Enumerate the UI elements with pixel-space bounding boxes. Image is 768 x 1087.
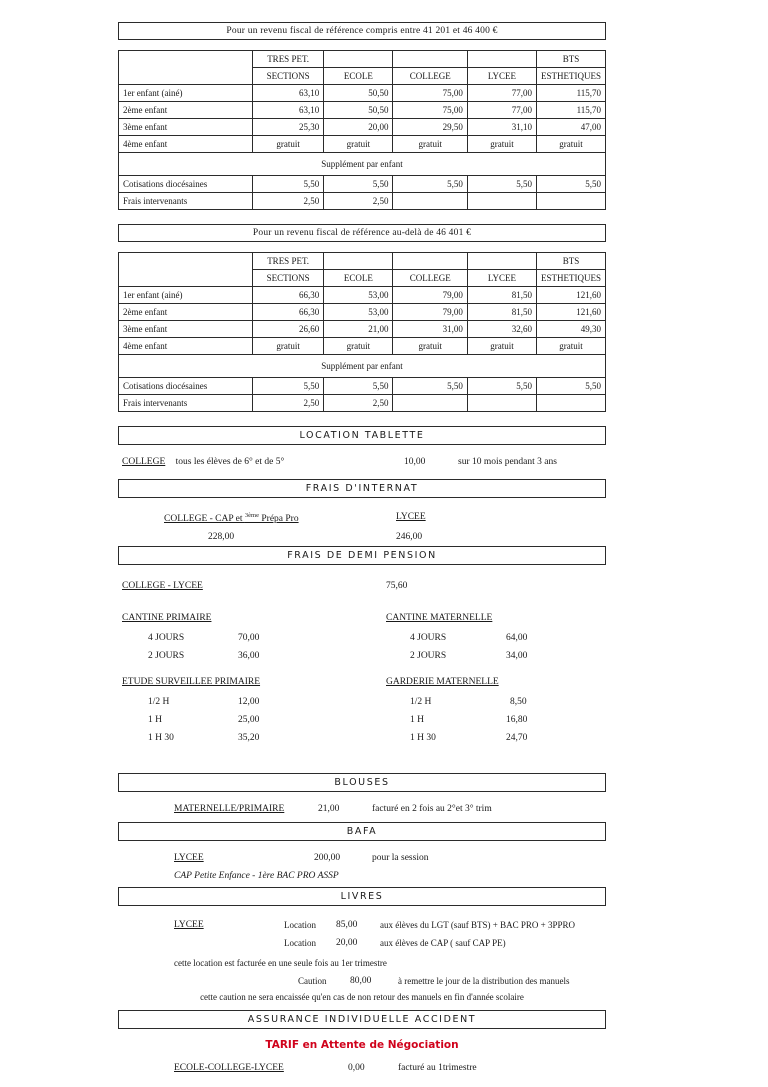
cell-value: 81,50 <box>467 304 536 321</box>
col-header-lycee-l1 <box>467 253 536 270</box>
cell-value: 32,60 <box>467 321 536 338</box>
col-header-college-l1 <box>393 51 467 68</box>
blouses-label: MATERNELLE/PRIMAIRE <box>174 804 285 814</box>
col-header-college-l2: COLLEGE <box>393 68 467 85</box>
col-header-lycee-l1 <box>467 51 536 68</box>
group-item-label: 2 JOURS <box>148 651 185 661</box>
cell-value: 2,50 <box>324 193 393 210</box>
demi-pension-main-label: COLLEGE - LYCEE <box>122 581 203 591</box>
cell-value: 31,00 <box>393 321 467 338</box>
bafa-value: 200,00 <box>314 853 341 863</box>
internat-right-value: 246,00 <box>396 532 423 542</box>
table-row <box>119 193 606 210</box>
table-header-row-1 <box>119 51 606 68</box>
group-title-cantine-primaire: CANTINE PRIMAIRE <box>122 613 212 623</box>
col-header-tps-l1: TRES PET. <box>252 253 323 270</box>
cell-value: 5,50 <box>467 378 536 395</box>
tablette-desc: tous les élèves de 6° et de 5° <box>175 457 285 467</box>
livres-bottom-note: cette caution ne sera encaissée qu'en cas de non retour des manuels en fin d'année scolaire <box>200 992 524 1002</box>
group-item-value: 64,00 <box>506 633 528 643</box>
supplement-label: Supplément par enfant <box>119 355 606 378</box>
cell-value: 121,60 <box>537 287 606 304</box>
livres-mid-note: cette location est facturée en une seule fois au 1er trimestre <box>174 958 387 968</box>
demi-pension-main-value: 75,60 <box>386 581 408 591</box>
cell-value: 79,00 <box>393 287 467 304</box>
cell-value: 49,30 <box>537 321 606 338</box>
group-item-value: 12,00 <box>238 697 260 707</box>
cell-value: 5,50 <box>537 176 606 193</box>
col-header-tps-l2: SECTIONS <box>252 270 323 287</box>
banner-bafa: BAFA <box>118 822 606 841</box>
cell-value <box>393 395 467 412</box>
cell-value: 77,00 <box>467 85 536 102</box>
cell-value: 66,30 <box>252 287 323 304</box>
col-header-bts-l1: BTS <box>537 51 606 68</box>
cell-value: 20,00 <box>324 119 393 136</box>
banner-livres: LIVRES <box>118 887 606 906</box>
col-header-bts-l2: ESTHETIQUES <box>537 270 606 287</box>
cell-value: 5,50 <box>324 176 393 193</box>
cell-value: gratuit <box>252 136 323 153</box>
cell-value: gratuit <box>537 338 606 355</box>
supplement-label: Supplément par enfant <box>119 153 606 176</box>
table-row <box>119 119 606 136</box>
group-item-label: 1/2 H <box>410 697 432 707</box>
col-header-college-l2: COLLEGE <box>393 270 467 287</box>
cell-value: gratuit <box>467 136 536 153</box>
cell-value: 5,50 <box>324 378 393 395</box>
cell-value: gratuit <box>537 136 606 153</box>
assurance-label: ECOLE-COLLEGE-LYCEE <box>174 1063 284 1073</box>
table-row <box>119 102 606 119</box>
cell-value: 50,50 <box>324 85 393 102</box>
livres-caution-note: à remettre le jour de la distribution des manuels <box>398 976 570 986</box>
group-item-value: 70,00 <box>238 633 260 643</box>
cell-value: 50,50 <box>324 102 393 119</box>
cell-value <box>467 193 536 210</box>
document-content <box>118 22 606 1085</box>
livres-line-kind: Location <box>284 920 316 930</box>
cell-value: 77,00 <box>467 102 536 119</box>
livres-line-note: aux élèves du LGT (sauf BTS) + BAC PRO + 3PPRO <box>380 920 575 930</box>
group-item-value: 24,70 <box>506 733 528 743</box>
banner-frais-internat: FRAIS D'INTERNAT <box>118 479 606 498</box>
cell-value: 26,60 <box>252 321 323 338</box>
livres-caution-kind: Caution <box>298 976 327 986</box>
group-title-etude-surveillee: ETUDE SURVEILLEE PRIMAIRE <box>122 677 261 687</box>
cell-value: 2,50 <box>252 193 323 210</box>
internat-left-label-b: Prépa Pro <box>259 514 299 525</box>
group-item-label: 4 JOURS <box>410 633 447 643</box>
cell-value: 2,50 <box>324 395 393 412</box>
table-row <box>119 287 606 304</box>
col-header-ecole-l2: ECOLE <box>324 270 393 287</box>
cell-value <box>393 193 467 210</box>
cell-value: 121,60 <box>537 304 606 321</box>
table-row <box>119 304 606 321</box>
table-header-row-1 <box>119 253 606 270</box>
group-item-label: 1 H <box>148 715 162 725</box>
cell-value: 75,00 <box>393 102 467 119</box>
col-header-college-l1 <box>393 253 467 270</box>
livres-caution-value: 80,00 <box>350 976 372 986</box>
cell-value <box>537 395 606 412</box>
table-row <box>119 395 606 412</box>
cell-value: 5,50 <box>393 378 467 395</box>
blouses-value: 21,00 <box>318 804 340 814</box>
row-label: Cotisations diocésaines <box>119 176 253 193</box>
cell-value: 21,00 <box>324 321 393 338</box>
group-title-garderie-maternelle: GARDERIE MATERNELLE <box>386 677 499 687</box>
table-header-row-2 <box>119 270 606 287</box>
group-title-cantine-maternelle: CANTINE MATERNELLE <box>386 613 493 623</box>
tablette-note: sur 10 mois pendant 3 ans <box>458 457 557 467</box>
table-row <box>119 176 606 193</box>
cell-value <box>537 193 606 210</box>
assurance-note: facturé au 1trimestre <box>398 1063 477 1073</box>
livres-line-value: 85,00 <box>336 920 358 930</box>
group-item-label: 1 H 30 <box>148 733 174 743</box>
group-item-value: 36,00 <box>238 651 260 661</box>
cell-value: gratuit <box>324 338 393 355</box>
bafa-label: LYCEE <box>174 853 204 863</box>
col-header-tps-l2: SECTIONS <box>252 68 323 85</box>
group-item-value: 16,80 <box>506 715 528 725</box>
tarif-table-2 <box>118 252 606 412</box>
cell-value: 29,50 <box>393 119 467 136</box>
row-label: Frais intervenants <box>119 193 253 210</box>
cell-value: 81,50 <box>467 287 536 304</box>
cell-value: gratuit <box>467 338 536 355</box>
banner-assurance: ASSURANCE INDIVIDUELLE ACCIDENT <box>118 1010 606 1029</box>
row-label: 3ème enfant <box>119 119 253 136</box>
supplement-row <box>119 355 606 378</box>
table-2-banner: Pour un revenu fiscal de référence au-delà de 46 401 € <box>118 224 606 242</box>
col-header-tps-l1: TRES PET. <box>252 51 323 68</box>
group-item-value: 8,50 <box>510 697 527 707</box>
table-1-banner: Pour un revenu fiscal de référence compris entre 41 201 et 46 400 € <box>118 22 606 40</box>
cell-value: 115,70 <box>537 102 606 119</box>
cell-value: 63,10 <box>252 102 323 119</box>
table-row <box>119 321 606 338</box>
internat-right-label: LYCEE <box>396 512 426 522</box>
cell-value: 5,50 <box>393 176 467 193</box>
internat-left-label-a: COLLEGE - CAP et <box>164 514 245 525</box>
group-item-value: 25,00 <box>238 715 260 725</box>
row-label: Cotisations diocésaines <box>119 378 253 395</box>
row-label: 2ème enfant <box>119 102 253 119</box>
livres-line-value: 20,00 <box>336 938 358 948</box>
livres-label: LYCEE <box>174 920 204 930</box>
cell-value: 5,50 <box>467 176 536 193</box>
banner-blouses: BLOUSES <box>118 773 606 792</box>
bafa-note: pour la session <box>372 853 429 863</box>
cell-value: 5,50 <box>252 378 323 395</box>
row-label: 4ème enfant <box>119 136 253 153</box>
cell-value: gratuit <box>393 338 467 355</box>
banner-demi-pension: FRAIS DE DEMI PENSION <box>118 546 606 565</box>
cell-value: gratuit <box>324 136 393 153</box>
cell-value: 79,00 <box>393 304 467 321</box>
col-header-ecole-l1 <box>324 51 393 68</box>
cell-value <box>467 395 536 412</box>
row-label: Frais intervenants <box>119 395 253 412</box>
cell-value: 47,00 <box>537 119 606 136</box>
internat-left-label <box>164 512 299 524</box>
col-header-bts-l2: ESTHETIQUES <box>537 68 606 85</box>
internat-left-label-sup: 3ème <box>244 512 259 519</box>
bafa-subnote: CAP Petite Enfance - 1ère BAC PRO ASSP <box>174 871 339 881</box>
group-item-value: 35,20 <box>238 733 260 743</box>
cell-value: 66,30 <box>252 304 323 321</box>
col-header-lycee-l2: LYCEE <box>467 68 536 85</box>
cell-value: gratuit <box>393 136 467 153</box>
table-row <box>119 338 606 355</box>
group-item-label: 1 H 30 <box>410 733 436 743</box>
cell-value: 53,00 <box>324 304 393 321</box>
internat-left-value: 228,00 <box>208 532 235 542</box>
row-label: 3ème enfant <box>119 321 253 338</box>
cell-value: 53,00 <box>324 287 393 304</box>
group-item-label: 1 H <box>410 715 424 725</box>
cell-value: 115,70 <box>537 85 606 102</box>
table-row <box>119 136 606 153</box>
table-header-row-2 <box>119 68 606 85</box>
cell-value: gratuit <box>252 338 323 355</box>
cell-value: 25,30 <box>252 119 323 136</box>
group-item-value: 34,00 <box>506 651 528 661</box>
tarif-table-1 <box>118 50 606 210</box>
row-label: 1er enfant (ainé) <box>119 85 253 102</box>
col-header-bts-l1: BTS <box>537 253 606 270</box>
group-item-label: 4 JOURS <box>148 633 185 643</box>
row-label: 4ème enfant <box>119 338 253 355</box>
cell-value: 75,00 <box>393 85 467 102</box>
cell-value: 63,10 <box>252 85 323 102</box>
row-label: 1er enfant (ainé) <box>119 287 253 304</box>
table-row <box>119 378 606 395</box>
assurance-red-text: TARIF en Attente de Négociation <box>265 1039 459 1051</box>
col-header-ecole-l2: ECOLE <box>324 68 393 85</box>
cell-value: 5,50 <box>537 378 606 395</box>
cell-value: 2,50 <box>252 395 323 412</box>
livres-line-kind: Location <box>284 938 316 948</box>
group-item-label: 1/2 H <box>148 697 170 707</box>
row-label: 2ème enfant <box>119 304 253 321</box>
supplement-row <box>119 153 606 176</box>
banner-location-tablette: LOCATION TABLETTE <box>118 426 606 445</box>
blouses-note: facturé en 2 fois au 2°et 3° trim <box>372 804 492 814</box>
tablette-label: COLLEGE <box>122 457 166 467</box>
cell-value: 31,10 <box>467 119 536 136</box>
col-header-lycee-l2: LYCEE <box>467 270 536 287</box>
livres-line-note: aux élèves de CAP ( sauf CAP PE) <box>380 938 506 948</box>
assurance-value: 0,00 <box>348 1063 365 1073</box>
group-item-label: 2 JOURS <box>410 651 447 661</box>
table-row <box>119 85 606 102</box>
col-header-ecole-l1 <box>324 253 393 270</box>
cell-value: 5,50 <box>252 176 323 193</box>
tablette-value: 10,00 <box>404 457 426 467</box>
